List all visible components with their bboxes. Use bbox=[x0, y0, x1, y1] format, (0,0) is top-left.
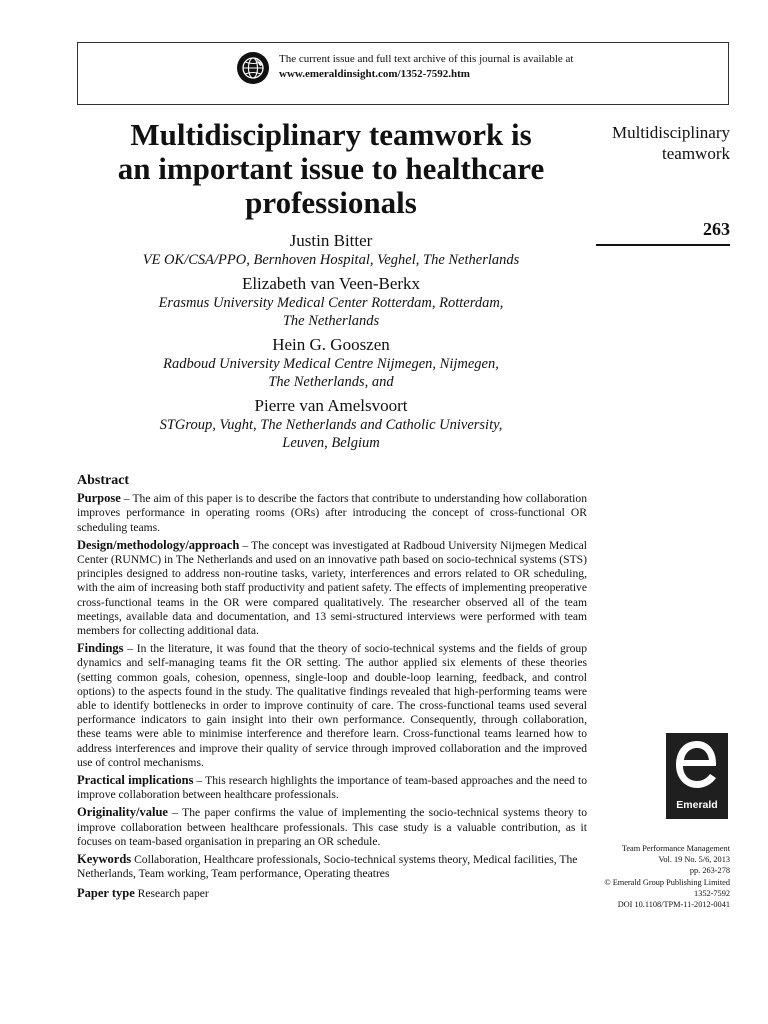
author-name: Hein G. Gooszen bbox=[272, 335, 390, 354]
affiliation-line: STGroup, Vught, The Netherlands and Catholic University, bbox=[159, 417, 503, 433]
page-number: 263 bbox=[703, 219, 730, 239]
affiliation-line: The Netherlands, and bbox=[268, 374, 394, 390]
section-separator: – bbox=[120, 492, 133, 506]
title-line: professionals bbox=[245, 185, 417, 220]
section-text: The paper confirms the value of implementing the socio-technical systems theory to improve collaboration between healthcare professionals. This case study is a valuable contribution, as it focuses on team-based organisation in preparing an OR schedule. bbox=[77, 806, 588, 848]
section-label: Keywords bbox=[77, 852, 132, 867]
abstract-originality bbox=[77, 805, 587, 849]
running-head-line: teamwork bbox=[662, 144, 730, 163]
section-text: Research paper bbox=[137, 887, 209, 901]
section-text: Collaboration, Healthcare professionals, Socio-technical systems theory, Medical facilities, The Netherlands, Team working, Team performance, Operating theatres bbox=[77, 853, 578, 881]
section-text: The aim of this paper is to describe the factors that contribute to understanding how collaboration improves performance in operating rooms (ORs) after introducing the concept of cross-functional OR scheduling teams. bbox=[77, 492, 587, 534]
emerald-e-icon bbox=[666, 733, 728, 799]
section-separator: – bbox=[239, 538, 252, 552]
author-affiliation bbox=[77, 355, 585, 391]
section-separator: – bbox=[193, 774, 206, 788]
section-text: The concept was investigated at Radboud University Nijmegen Medical Center (RUNMC) in The Netherlands and used on an innovative path based on socio-technical systems (STS) principles designed to address non-routine tasks, variety, interferences and errors related to OR scheduling, with the aim of increasing both staff productivity and patient safety. The effects of implementing preoperative cross-functional teams in the OR were compared qualitatively. The researcher observed all of the team meetings, available data and documentation, and 13 semi-structured interviews were performed with team members for collecting additional data. bbox=[77, 538, 587, 638]
emerald-logo bbox=[666, 733, 728, 819]
affiliation-line: Erasmus University Medical Center Rotterdam, Rotterdam, bbox=[158, 295, 504, 311]
author-name: Justin Bitter bbox=[289, 231, 373, 250]
title-line: an important issue to healthcare bbox=[117, 151, 545, 186]
pub-issn: 1352-7592 bbox=[694, 888, 730, 898]
title-line: Multidisciplinary teamwork is bbox=[130, 117, 532, 152]
pub-volume: Vol. 19 No. 5/6, 2013 bbox=[658, 855, 730, 865]
author-affiliation bbox=[77, 416, 585, 452]
globe-icon bbox=[236, 51, 270, 85]
pub-pages: pp. 263-278 bbox=[689, 866, 730, 876]
margin-rule bbox=[596, 244, 730, 246]
section-label: Design/methodology/approach bbox=[77, 537, 240, 552]
section-label: Originality/value bbox=[77, 805, 168, 820]
abstract-findings bbox=[77, 641, 587, 770]
section-text: This research highlights the importance of team-based approaches and the need to improve collaboration between healthcare professionals. bbox=[77, 774, 587, 802]
abstract-design bbox=[77, 538, 587, 638]
section-label: Practical implications bbox=[77, 773, 194, 788]
running-head-line: Multidisciplinary bbox=[611, 123, 730, 142]
logo-word: Emerald bbox=[676, 799, 718, 811]
affiliation-line: VE OK/CSA/PPO, Bernhoven Hospital, Veghel, The Netherlands bbox=[142, 252, 520, 268]
affiliation-line: Radboud University Medical Centre Nijmegen, Nijmegen, bbox=[163, 356, 499, 372]
running-head bbox=[612, 122, 730, 164]
pub-journal: Team Performance Management bbox=[621, 844, 730, 853]
author-affiliation bbox=[77, 294, 585, 330]
abstract-paper-type bbox=[77, 886, 587, 901]
author-affiliation bbox=[77, 251, 585, 269]
banner-text: The current issue and full text archive of this journal is available at bbox=[279, 53, 574, 65]
section-separator: – bbox=[167, 806, 183, 820]
abstract-purpose bbox=[77, 491, 587, 535]
section-label: Findings bbox=[77, 641, 124, 656]
author-name: Pierre van Amelsvoort bbox=[254, 396, 408, 415]
section-label: Paper type bbox=[77, 886, 135, 901]
section-text: In the literature, it was found that the theory of socio-technical systems and the fields of group dynamics and self-managing teams fit the OR setting. The author applied six elements of these theories (setting common goals, cohesion, openness, single-loop and double-loop learning, feedback, and control options) to the aspects found in the study. The qualitative findings revealed that high-performing teams were able to identify bottlenecks in order to improve continuity of care. The cross-functional teams used several performance indicators to gain insight into their own performance. Consequently, through collaboration, these teams were able to minimise interference and therefore learn. Cross-functional teams learned how to address interferences and improve their quality of service through improved collaboration and the improved use of control mechanisms. bbox=[77, 642, 587, 769]
abstract-keywords bbox=[77, 852, 587, 881]
abstract-practical-implications bbox=[77, 773, 587, 802]
journal-availability-banner bbox=[77, 42, 729, 105]
affiliation-line: The Netherlands bbox=[282, 313, 380, 329]
article-title bbox=[77, 118, 585, 220]
author-name: Elizabeth van Veen-Berkx bbox=[241, 274, 421, 293]
section-label: Purpose bbox=[77, 491, 121, 506]
publication-info bbox=[604, 843, 730, 910]
abstract-heading: Abstract bbox=[77, 473, 130, 488]
section-separator: – bbox=[123, 642, 137, 656]
pub-copyright: © Emerald Group Publishing Limited bbox=[604, 877, 730, 887]
pub-doi: DOI 10.1108/TPM-11-2012-0041 bbox=[617, 900, 730, 910]
journal-url-link[interactable]: www.emeraldinsight.com/1352-7592.htm bbox=[279, 68, 470, 80]
author-list bbox=[77, 230, 585, 456]
affiliation-line: Leuven, Belgium bbox=[282, 435, 380, 451]
abstract bbox=[77, 474, 587, 905]
